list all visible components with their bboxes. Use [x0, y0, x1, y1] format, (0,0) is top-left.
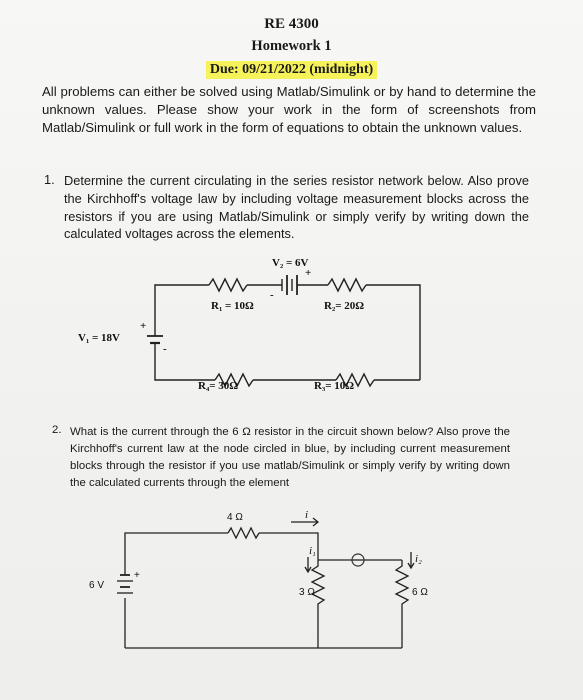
- label-v1: V₁ = 18V: [78, 332, 120, 344]
- label-r1: R₁ = 10Ω: [211, 300, 254, 312]
- label-source-6v: 6 V: [89, 580, 105, 591]
- label-r2: R₂= 20Ω: [324, 300, 365, 312]
- v1-plus-sign: +: [140, 320, 147, 332]
- homework-title: Homework 1: [251, 38, 332, 54]
- due-date-highlight: Due: 09/21/2022 (midnight): [206, 61, 377, 79]
- v2-plus-sign: +: [305, 267, 312, 279]
- intro-paragraph: All problems can either be solved using Matlab/Simulink or by hand to determine the unknown values. Please show your work in the form of screenshots from Matlab/Simulink or full work in the form of equations to obtain the unknown values.: [42, 84, 536, 136]
- resistor-6-ohm: [396, 560, 408, 648]
- source-plus-sign: +: [134, 570, 140, 581]
- problem-2-number: 2.: [52, 424, 62, 436]
- label-6-ohm: 6 Ω: [412, 587, 428, 598]
- v1-minus-sign: -: [163, 343, 167, 355]
- label-3-ohm: 3 Ω: [299, 587, 315, 598]
- label-4-ohm: 4 Ω: [227, 512, 243, 523]
- label-current-i: i: [305, 509, 309, 521]
- resistor-4-ohm: [228, 528, 259, 538]
- label-current-i1: i₁: [309, 545, 316, 557]
- problem-1-text: Determine the current circulating in the series resistor network below. Also prove the Kirchhoff's voltage law by including voltage measurement blocks across the resistors if you are using Matlab/Simulink or simply verify by writing down the calculated voltages across the elements.: [64, 173, 529, 242]
- problem-1-number: 1.: [44, 172, 55, 187]
- course-title: RE 4300: [264, 16, 319, 32]
- resistor-3-ohm: [312, 560, 324, 648]
- label-current-i2: i₂: [415, 553, 422, 565]
- problem-2-text: What is the current through the 6 Ω resistor in the circuit shown below? Also prove the Kirchhoff's current law at the node circled in blue, by including current measurement blocks through the resistor if you use matlab/Simulink or simply verify by writing down the calculated currents through the element: [70, 426, 510, 489]
- label-v2: V₂ = 6V: [272, 257, 309, 269]
- label-r4: R₄= 30Ω: [198, 380, 239, 392]
- label-r3: R₃= 10Ω: [314, 380, 355, 392]
- v2-minus-sign: -: [270, 289, 274, 301]
